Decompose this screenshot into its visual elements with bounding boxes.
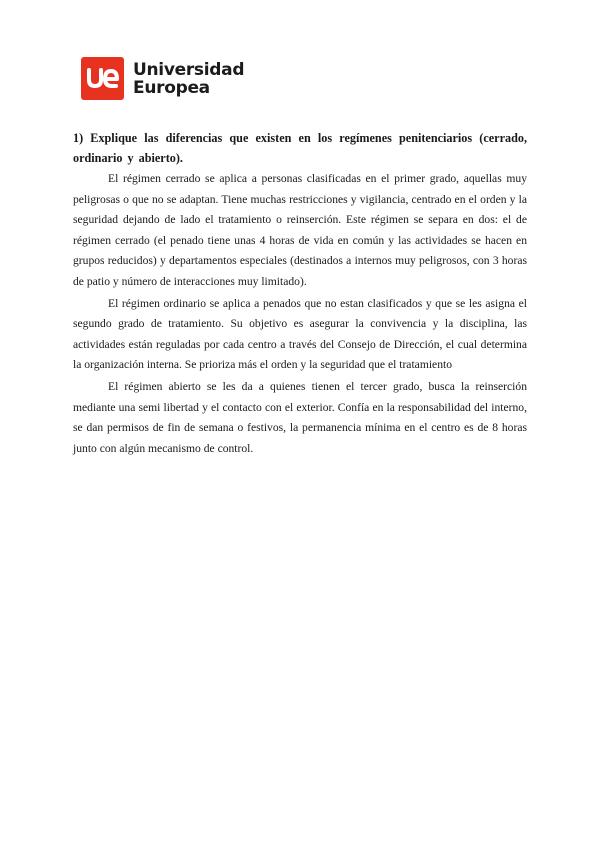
paragraph-regimen-ordinario: El régimen ordinario se aplica a penados que no estan clasificados y que se les asigna el segundo grado de tratamiento. Su objetivo es asegurar la convivencia y la disciplina, las actividades están reguladas por cada centro a través del Consejo de Dirección, el cual determina la organización interna. Se prioriza más el orden y la seguridad que el tratamiento [73,296,527,372]
question-heading: 1) Explique las diferencias que existen en los regímenes penitenciarios (cerrado, ordinario y abierto). [73,131,527,165]
university-logo [81,57,244,100]
paragraph-regimen-cerrado: El régimen cerrado se aplica a personas clasificadas en el primer grado, aquellas muy peligrosas o que no se adaptan. Tiene muchas restricciones y vigilancia, centrado en el orden y la seguridad dejando de lado el tratamiento o reinserción. Este régimen se separa en dos: el de régimen cerrado (el penado tiene unas 4 horas de vida en común y las actividades se hacen en grupos reducidos) y departamentos especiales (destinados a internos muy peligrosos, con 3 horas de patio y número de interacciones muy limitado). [73,172,527,288]
logo-wordmark [133,61,244,97]
ue-logo-icon [81,57,124,100]
logo-line-1: Universidad [133,59,245,80]
document-body [73,128,527,460]
logo-line-2: Europea [133,77,210,98]
paragraph-regimen-abierto: El régimen abierto se les da a quienes tienen el tercer grado, busca la reinserción mediante una semi libertad y el contacto con el exterior. Confía en la responsabilidad del interno, se dan permisos de fin de semana o festivos, la permanencia mínima en el centro es de 8 horas junto con algún mecanismo de control. [73,379,527,455]
